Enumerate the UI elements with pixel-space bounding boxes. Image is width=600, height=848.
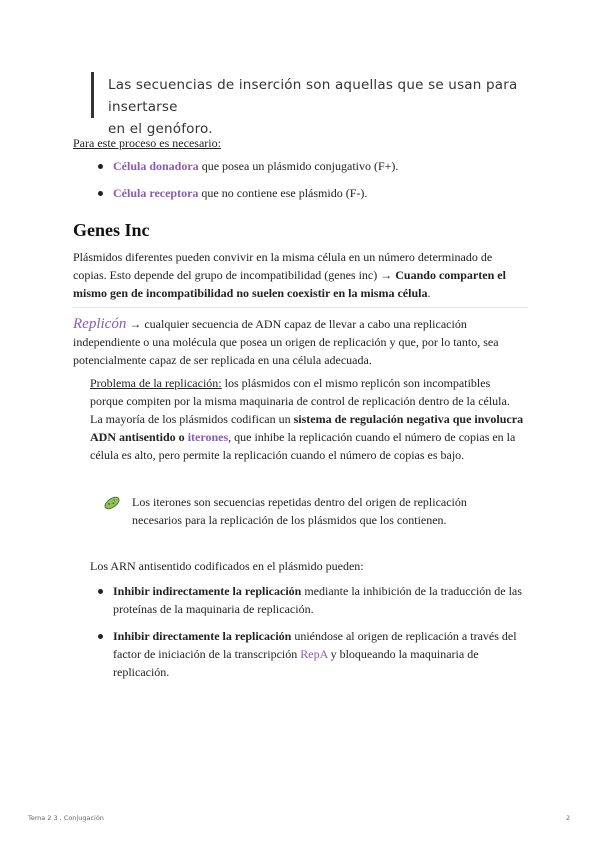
quote-line-1: Las secuencias de inserción son aquellas que se usan para insertarse: [108, 77, 518, 115]
antisense-item-1-line-2: proteínas de la maquinaria de replicación.: [113, 602, 314, 616]
antisense-item-2-line-3: replicación.: [113, 665, 170, 679]
list-item: [95, 627, 535, 681]
list-item: [95, 157, 535, 175]
problem-line-2: porque compiten por la misma maquinaria de control de replicación dentro de la célula.: [90, 394, 510, 408]
process-list: [95, 157, 535, 202]
genes-inc-line-2-bold: Cuando comparten el: [395, 268, 506, 282]
problem-line-4-bold: ADN antisentido o: [90, 430, 188, 444]
antisense-item-2-bold: Inhibir directamente la replicación: [113, 629, 292, 643]
bullet-icon: [98, 634, 103, 639]
genes-inc-line-3-end: .: [427, 286, 431, 300]
replicon-line-2: independiente o una molécula que posea un origen de replicación y que, por lo tanto, sea: [73, 335, 499, 349]
problem-line-4-text: , que inhibe la replicación cuando el número de copias en la: [228, 430, 516, 444]
quote-line-2: en el genóforo.: [108, 121, 213, 137]
genes-inc-line-2-text: copias. Esto depende del grupo de incompatibilidad (genes inc) →: [73, 268, 396, 282]
section-divider: [73, 307, 528, 308]
antisense-item-2-line-2-end: y bloqueando la maquinaria de: [327, 647, 479, 661]
genes-inc-line-1: Plásmidos diferentes pueden convivir en la misma célula en un número determinado de: [73, 250, 493, 264]
quote-bar: [91, 72, 94, 118]
list-item: [95, 184, 535, 202]
genes-inc-line-3: [73, 284, 533, 302]
problem-line-4: [90, 428, 535, 446]
problem-line-5: célula es alto, pero permite la replicación cuando el número de copias es bajo.: [90, 448, 465, 462]
term-donor-desc: que posea un plásmido conjugativo (F+).: [198, 159, 399, 173]
term-recipient: Célula receptora: [113, 186, 199, 200]
antisense-item-2-line-2-text: factor de iniciación de la transcripción: [113, 647, 301, 661]
bacteria-icon: [103, 494, 121, 512]
antisense-list: [95, 582, 535, 681]
quote-block: [108, 74, 548, 140]
footer-title: Tema 2 3 . Conjugación: [28, 814, 104, 822]
list-item: [95, 582, 535, 618]
antisense-item-1-bold: Inhibir indirectamente la replicación: [113, 584, 302, 598]
section-heading-genes-inc: Genes Inc: [73, 220, 150, 240]
replicon-line-1-text: → cualquier secuencia de ADN capaz de llevar a cabo una replicación: [126, 317, 467, 331]
antisense-item-1-line-1: [113, 582, 535, 600]
antisense-item-2-line-2: [113, 645, 535, 663]
problem-line-3-bold: sistema de regulación negativa que involucra: [293, 412, 524, 426]
problem-line-1-text: los plásmidos con el mismo replicón son incompatibles: [221, 376, 491, 390]
term-donor: Célula donadora: [113, 159, 199, 173]
callout-line-1: Los iterones son secuencias repetidas dentro del origen de replicación: [132, 495, 467, 509]
bullet-icon: [98, 164, 103, 169]
problem-line-1: [90, 374, 535, 392]
replicon-term: Replicón: [73, 316, 127, 332]
callout-text: [132, 493, 532, 529]
page-number: 2: [566, 814, 571, 822]
problem-line-3: [90, 410, 535, 428]
replicon-line-1: [73, 315, 533, 333]
iterones-link[interactable]: iterones: [187, 430, 229, 444]
genes-inc-line-3-bold: mismo gen de incompatibilidad no suelen coexistir en la misma célula: [73, 286, 428, 300]
repa-link[interactable]: RepA: [300, 647, 328, 661]
bullet-icon: [98, 589, 103, 594]
problem-label: Problema de la replicación:: [90, 376, 222, 390]
genes-inc-line-2: [73, 266, 533, 284]
genes-inc-paragraph: [73, 248, 533, 302]
antisense-item-2-line-1: [113, 627, 535, 645]
antisense-item-2-text: uniéndose al origen de replicación a través del: [291, 629, 517, 643]
antisense-item-1-text: mediante la inhibición de la traducción de las: [301, 584, 522, 598]
problem-line-3-text: La mayoría de los plásmidos codifican un: [90, 412, 294, 426]
antisense-intro: Los ARN antisentido codificados en el plásmido pueden:: [90, 559, 364, 573]
term-recipient-desc: que no contiene ese plásmido (F-).: [198, 186, 368, 200]
callout-line-2: necesarios para la replicación de los plásmidos que los contienen.: [132, 513, 447, 527]
replicon-line-3: potencialmente capaz de ser replicada en una célula adecuada.: [73, 353, 372, 367]
problem-paragraph: [90, 374, 535, 464]
replicon-paragraph: [73, 315, 533, 369]
bullet-icon: [98, 191, 103, 196]
process-intro: Para este proceso es necesario:: [73, 136, 221, 150]
